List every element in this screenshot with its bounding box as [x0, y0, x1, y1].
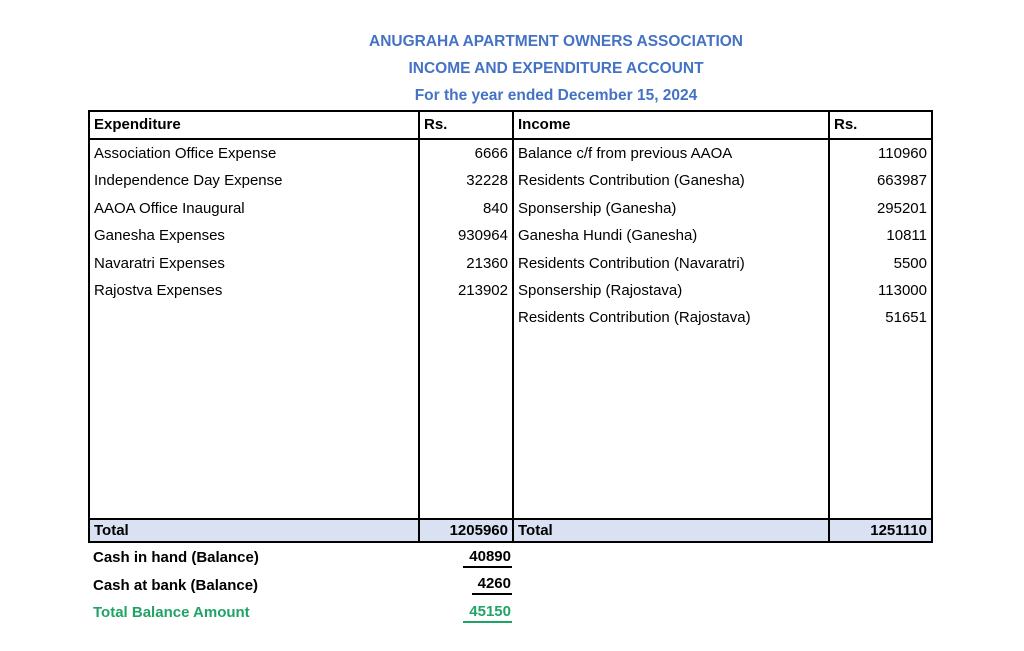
- summary-row-cash-at-bank: [88, 572, 514, 600]
- total-balance-label: Total Balance Amount: [93, 604, 250, 622]
- income-item-label: Ganesha Hundi (Ganesha): [518, 227, 698, 245]
- expenditure-total-amount: 1205960: [420, 520, 514, 541]
- expenditure-item-label: Ganesha Expenses: [94, 227, 225, 245]
- income-item-label: Sponsership (Ganesha): [518, 199, 677, 217]
- expenditure-item-amount: 930964: [457, 227, 508, 245]
- income-expenditure-table: [88, 110, 933, 543]
- column-header-income-rs: Rs.: [834, 116, 858, 133]
- income-item-amount: 110960: [878, 145, 927, 162]
- expenditure-item-label: AAOA Office Inaugural: [94, 199, 245, 217]
- total-balance-amount: 45150: [394, 603, 514, 623]
- income-item-label: Balance c/f from previous AAOA: [518, 145, 733, 162]
- expenditure-total-label: Total: [90, 520, 420, 541]
- summary-row-cash-in-hand: [88, 544, 514, 572]
- income-item-amount: 113000: [878, 281, 927, 299]
- income-total-label: Total: [514, 520, 830, 541]
- column-header-income: Income: [514, 112, 830, 138]
- statement-name: INCOME AND EXPENDITURE ACCOUNT: [408, 60, 704, 77]
- income-item-amount: 295201: [876, 199, 927, 217]
- cash-at-bank-label: Cash at bank (Balance): [93, 576, 259, 594]
- table-body: [90, 140, 931, 518]
- income-item-label: Sponsership (Rajostava): [518, 281, 683, 299]
- income-item-amount: 5500: [893, 254, 927, 272]
- expenditure-labels-column: [90, 140, 420, 518]
- income-item-label: Residents Contribution (Rajostava): [518, 309, 751, 327]
- expenditure-item-amount: 840: [482, 199, 508, 217]
- income-item-amount: 663987: [876, 172, 927, 190]
- column-header-expenditure-rs: Rs.: [420, 112, 514, 138]
- cash-at-bank-amount: 4260: [394, 575, 514, 595]
- expenditure-amounts-column: [420, 140, 514, 518]
- expenditure-item-amount: 32228: [466, 172, 508, 190]
- expenditure-item-label: Navaratri Expenses: [94, 254, 225, 272]
- expenditure-item-amount: 21360: [466, 254, 508, 272]
- expenditure-item-amount: 6666: [474, 145, 508, 162]
- expenditure-item-label: Association Office Expense: [94, 145, 277, 162]
- document-title: [88, 28, 1024, 109]
- cash-in-hand-label: Cash in hand (Balance): [93, 549, 259, 567]
- column-header-expenditure: Expenditure: [90, 112, 420, 138]
- income-total-amount: 1251110: [870, 522, 927, 539]
- expenditure-item-label: Independence Day Expense: [94, 172, 283, 190]
- expenditure-item-label: Rajostva Expenses: [94, 281, 223, 299]
- income-amounts-column: [830, 140, 931, 518]
- income-item-amount: 51651: [885, 309, 927, 327]
- income-item-label: Residents Contribution (Navaratri): [518, 254, 745, 272]
- period-subtitle: For the year ended December 15, 2024: [414, 87, 698, 104]
- summary-row-total-balance: [88, 599, 514, 627]
- expenditure-item-amount: 213902: [457, 281, 508, 299]
- table-header-row: [90, 112, 931, 140]
- income-item-amount: 10811: [886, 227, 927, 245]
- association-name: ANUGRAHA APARTMENT OWNERS ASSOCIATION: [369, 33, 743, 50]
- income-labels-column: [514, 140, 830, 518]
- cash-in-hand-amount: 40890: [394, 548, 514, 568]
- table-total-row: [90, 518, 931, 541]
- balance-summary: [88, 544, 514, 627]
- income-item-label: Residents Contribution (Ganesha): [518, 172, 745, 190]
